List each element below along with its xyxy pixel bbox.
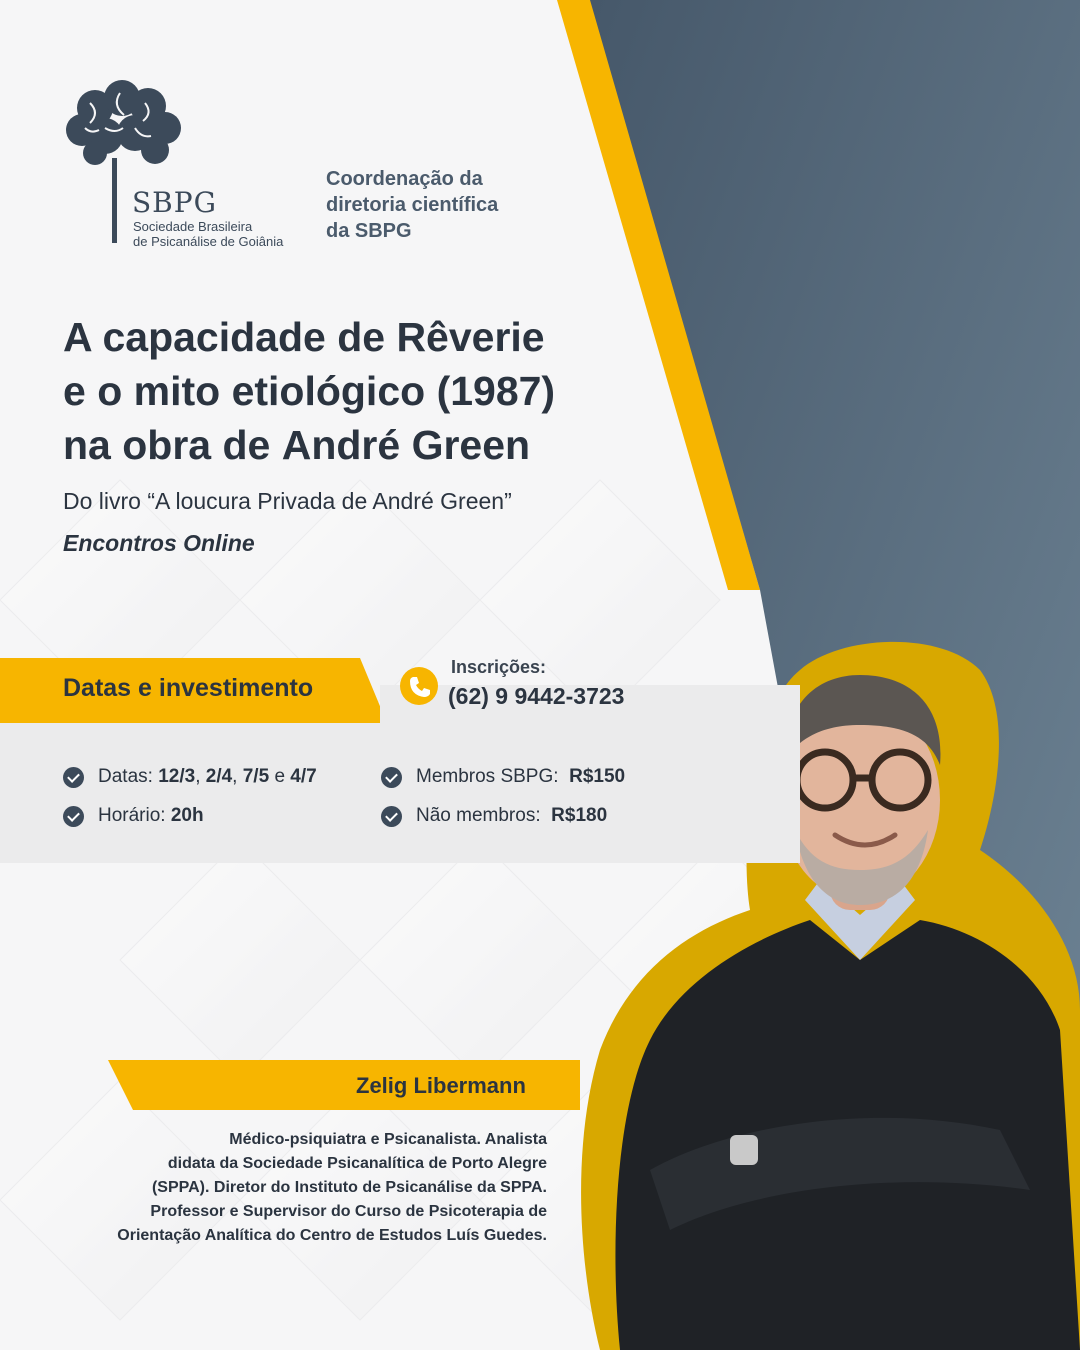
logo-subtitle-line2: de Psicanálise de Goiânia xyxy=(133,234,284,249)
title-line3 xyxy=(63,418,663,472)
coordination-line3: da SBPG xyxy=(326,220,412,242)
check-circle-icon xyxy=(381,806,402,827)
date-2: 2/4 xyxy=(205,766,233,787)
section-label-datas: Datas e investimento xyxy=(63,674,314,702)
date-conjunction: e xyxy=(274,766,286,787)
event-format: Encontros Online xyxy=(63,530,255,556)
time-label: Horário: xyxy=(98,805,166,826)
registration-label: Inscrições: xyxy=(451,657,547,677)
nonmembers-label: Não membros: xyxy=(416,805,541,826)
nonmembers-price-row xyxy=(381,805,607,827)
bio-line: (SPPA). Diretor do Instituto de Psicanálise da SPPA. xyxy=(151,1179,547,1196)
coordination-line2: diretoria científica xyxy=(326,194,499,216)
coordination-line1: Coordenação da xyxy=(326,168,483,190)
bio-line: didata da Sociedade Psicanalítica de Porto Alegre xyxy=(167,1155,547,1172)
event-title xyxy=(63,310,663,472)
logo-name: SBPG xyxy=(132,186,217,219)
bio-line: Médico-psiquiatra e Psicanalista. Analista xyxy=(229,1131,547,1148)
coordination-text xyxy=(326,166,556,244)
members-price-row xyxy=(381,766,625,788)
title-line1: A capacidade de Rêverie xyxy=(63,314,545,360)
dates-label: Datas: xyxy=(98,766,153,787)
watch xyxy=(730,1135,758,1165)
members-label: Membros SBPG: xyxy=(416,766,559,787)
logo-subtitle-line1: Sociedade Brasileira xyxy=(133,219,253,234)
members-price: R$150 xyxy=(569,766,626,787)
title-line2: e o mito etiológico (1987) xyxy=(63,368,556,414)
book-subtitle: Do livro “A loucura Privada de André Green” xyxy=(63,488,512,514)
sbpg-logo xyxy=(60,78,310,253)
date-4: 4/7 xyxy=(290,766,317,787)
check-circle-icon xyxy=(63,806,84,827)
nonmembers-price: R$180 xyxy=(551,805,608,826)
check-circle-icon xyxy=(63,767,84,788)
speaker-name: Zelig Libermann xyxy=(356,1073,526,1098)
bio-line: Professor e Supervisor do Curso de Psicoterapia de xyxy=(150,1203,547,1220)
check-circle-icon xyxy=(381,767,402,788)
date-1: 12/3 xyxy=(158,766,196,787)
bio-line: Orientação Analítica do Centro de Estudos Luís Guedes. xyxy=(117,1227,547,1244)
title-author: André Green xyxy=(281,422,531,468)
time-row xyxy=(63,805,204,827)
date-3: 7/5 xyxy=(242,766,270,787)
speaker-bio xyxy=(60,1128,547,1248)
dates-row: Datas: 12/3 , 2/4 , 7/5 e 4/7 xyxy=(63,766,317,788)
info-strip xyxy=(0,723,800,863)
title-line3-prefix: na obra de xyxy=(63,422,282,468)
registration-phone[interactable]: (62) 9 9442-3723 xyxy=(448,683,625,709)
phone-icon xyxy=(400,667,438,705)
time-value: 20h xyxy=(170,805,204,826)
